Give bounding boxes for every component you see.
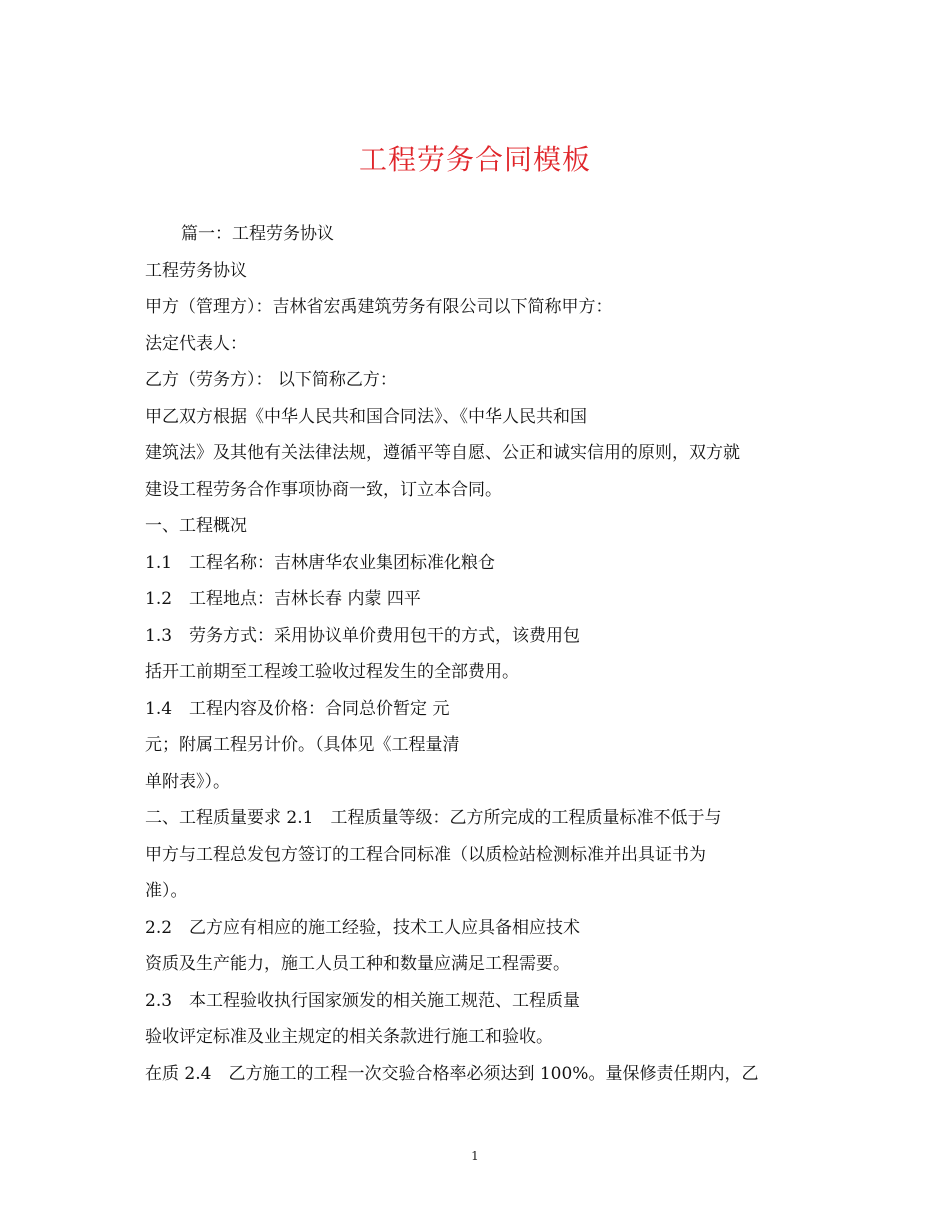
paragraph-line: 甲方与工程总发包方签订的工程合同标准（以质检站检测标准并出具证书为 [145,844,706,865]
section-heading: 篇一：工程劳务协议 [181,224,334,244]
paragraph-line: 单附表》）。 [145,771,230,792]
paragraph-line: 验收评定标准及业主规定的相关条款进行施工和验收。 [145,1027,553,1047]
document-title: 工程劳务合同模板 [358,143,591,176]
clause-line: 1.4 工程内容及价格：合同总价暂定 元 [145,698,450,719]
paragraph-line: 资质及生产能力，施工人员工种和数量应满足工程需要。 [145,954,570,974]
paragraph-line: 工程劳务协议 [145,260,247,281]
clause-line: 1.2 工程地点：吉林长春 内蒙 四平 [145,589,421,609]
section-heading: 一、工程概况 [145,516,247,536]
paragraph-line: 甲方（管理方）：吉林省宏禹建筑劳务有限公司以下简称甲方： [145,297,613,317]
page-number: 1 [471,1149,479,1163]
clause-line: 2.3 本工程验收执行国家颁发的相关施工规范、工程质量 [145,990,581,1011]
paragraph-line: 元；附属工程另计价。（具体见《工程量清 [145,735,460,755]
clause-line: 1.3 劳务方式：采用协议单价费用包干的方式，该费用包 [145,625,581,646]
paragraph-line: 准）。 [145,881,188,901]
paragraph-line: 括开工前期至工程竣工验收过程发生的全部费用。 [145,662,519,682]
document-body [145,216,815,1092]
paragraph-line: 法定代表人： [145,333,247,354]
paragraph-line: 建设工程劳务合作事项协商一致，订立本合同。 [145,479,502,500]
section-heading: 二、工程质量要求 2.1 工程质量等级：乙方所完成的工程质量标准不低于与 [145,808,722,828]
clause-line: 在质 2.4 乙方施工的工程一次交验合格率必须达到 100%。量保修责任期内，乙 [145,1063,759,1084]
paragraph-line: 乙方（劳务方）： 以下简称乙方： [145,370,397,390]
clause-line: 2.2 乙方应有相应的施工经验，技术工人应具备相应技术 [145,917,581,938]
clause-line: 1.1 工程名称：吉林唐华农业集团标准化粮仓 [145,552,496,573]
paragraph-line: 建筑法》及其他有关法律法规，遵循平等自愿、公正和诚实信用的原则，双方就 [145,443,740,463]
paragraph-line: 甲乙双方根据《中华人民共和国合同法》、《中华人民共和国 [145,406,587,427]
